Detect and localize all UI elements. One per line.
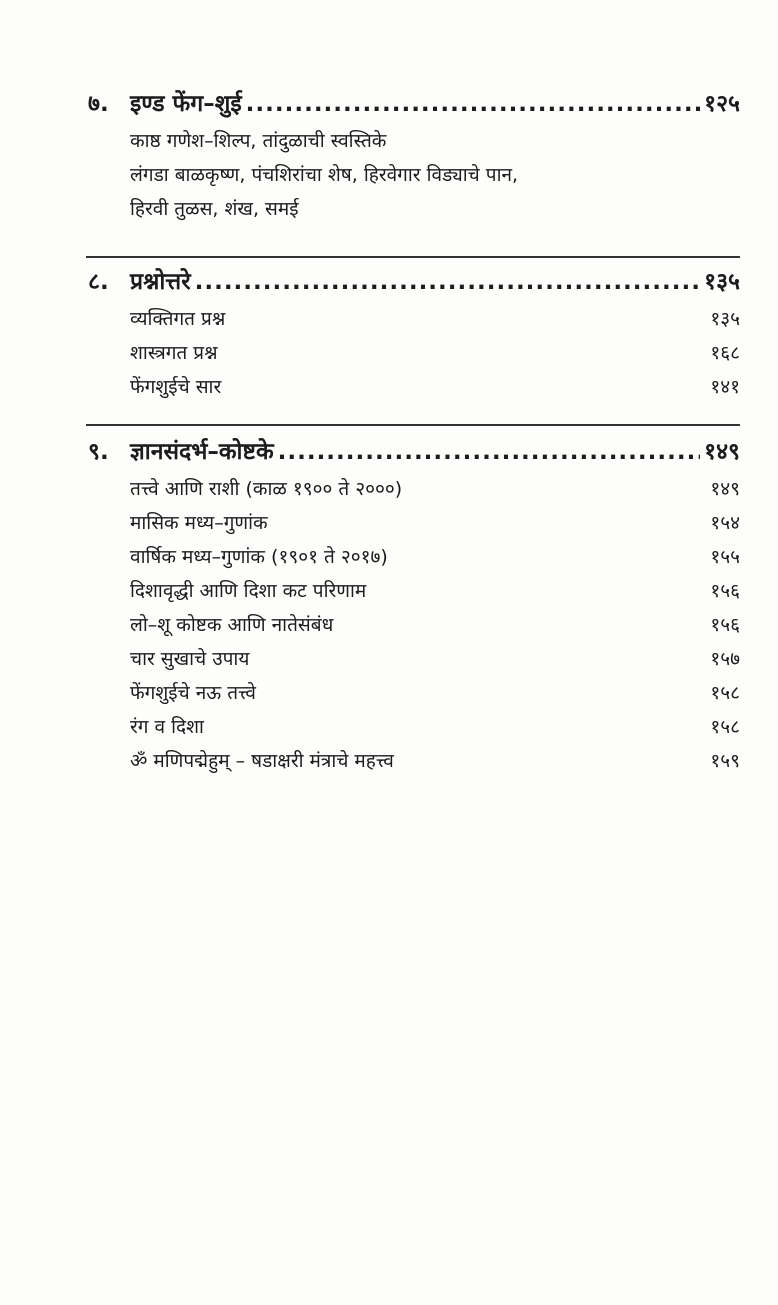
dot-leader bbox=[246, 84, 700, 124]
chapter-heading bbox=[88, 262, 740, 302]
entry-title: ॐ मणिपद्मेहुम् – षडाक्षरी मंत्राचे महत्त्व bbox=[130, 750, 394, 772]
dot-leader bbox=[278, 432, 700, 472]
entry-page-number: १४१ bbox=[710, 376, 740, 398]
list-item bbox=[130, 642, 740, 676]
entry-title: शास्त्रगत प्रश्न bbox=[130, 342, 218, 364]
list-item bbox=[130, 302, 740, 336]
section-divider bbox=[86, 424, 740, 426]
chapter-title: प्रश्नोत्तरे bbox=[130, 269, 191, 295]
chapter-entries bbox=[130, 302, 740, 404]
chapter-page-number: १३५ bbox=[704, 269, 740, 295]
chapter-title: इण्ड फेंग–शुई bbox=[130, 91, 242, 117]
description-line: लंगडा बाळकृष्ण, पंचशिरांचा शेष, हिरवेगार विड्याचे पान, bbox=[130, 164, 519, 186]
entry-title: रंग व दिशा bbox=[130, 716, 204, 738]
entry-title: तत्त्वे आणि राशी (काळ १९०० ते २०००) bbox=[130, 478, 403, 500]
section-divider bbox=[86, 256, 740, 258]
chapter-description bbox=[130, 124, 740, 226]
list-item bbox=[130, 472, 740, 506]
list-item bbox=[130, 574, 740, 608]
entry-page-number: १६८ bbox=[710, 342, 740, 364]
description-line: हिरवी तुळस, शंख, समई bbox=[130, 198, 299, 220]
list-item bbox=[130, 608, 740, 642]
entry-title: वार्षिक मध्य–गुणांक (१९०१ ते २०१७) bbox=[130, 546, 388, 568]
chapter-7 bbox=[88, 84, 740, 226]
chapter-heading bbox=[88, 432, 740, 472]
description-line: काष्ठ गणेश–शिल्प, तांदुळाची स्वस्तिके bbox=[130, 130, 387, 152]
list-item bbox=[130, 676, 740, 710]
entry-title: व्यक्तिगत प्रश्न bbox=[130, 308, 226, 330]
chapter-heading bbox=[88, 84, 740, 124]
entry-title: मासिक मध्य–गुणांक bbox=[130, 512, 268, 534]
dot-leader bbox=[195, 262, 701, 302]
entry-page-number: १३५ bbox=[710, 308, 740, 330]
chapter-9 bbox=[88, 432, 740, 778]
chapter-entries bbox=[130, 472, 740, 778]
entry-page-number: १५६ bbox=[710, 580, 740, 602]
entry-page-number: १५६ bbox=[710, 614, 740, 636]
entry-page-number: १५८ bbox=[710, 682, 740, 704]
chapter-number: ९. bbox=[88, 439, 109, 465]
entry-page-number: १५९ bbox=[710, 750, 740, 772]
entry-page-number: १५७ bbox=[710, 648, 740, 670]
list-item bbox=[130, 336, 740, 370]
chapter-8 bbox=[88, 262, 740, 404]
entry-title: फेंगशुईचे नऊ तत्त्वे bbox=[130, 682, 256, 704]
chapter-number: ८. bbox=[88, 269, 109, 295]
entry-page-number: १४९ bbox=[710, 478, 740, 500]
entry-page-number: १५४ bbox=[710, 512, 740, 534]
entry-title: लो–शू कोष्टक आणि नातेसंबंध bbox=[130, 614, 334, 636]
chapter-page-number: १२५ bbox=[704, 91, 740, 117]
list-item bbox=[130, 744, 740, 778]
list-item bbox=[130, 370, 740, 404]
entry-title: फेंगशुईचे सार bbox=[130, 376, 222, 398]
chapter-number: ७. bbox=[88, 91, 109, 117]
chapter-title: ज्ञानसंदर्भ–कोष्टके bbox=[130, 439, 274, 465]
list-item bbox=[130, 710, 740, 744]
entry-title: दिशावृद्धी आणि दिशा कट परिणाम bbox=[130, 580, 367, 602]
list-item bbox=[130, 540, 740, 574]
entry-page-number: १५५ bbox=[710, 546, 740, 568]
chapter-page-number: १४९ bbox=[704, 439, 740, 465]
entry-title: चार सुखाचे उपाय bbox=[130, 648, 250, 670]
list-item bbox=[130, 506, 740, 540]
entry-page-number: १५८ bbox=[710, 716, 740, 738]
